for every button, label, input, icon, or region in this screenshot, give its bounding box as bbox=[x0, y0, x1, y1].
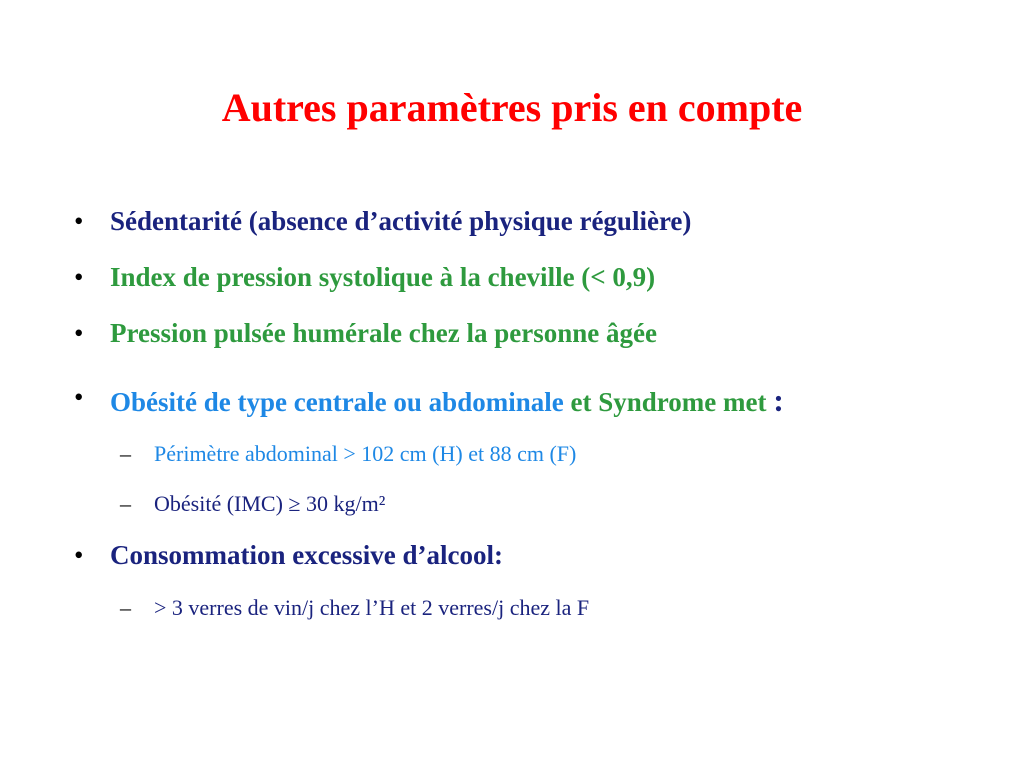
bullet-text: Pression pulsée humérale chez la personne âgée bbox=[110, 318, 657, 348]
sub-dash: – bbox=[120, 491, 131, 516]
bullet-text: Sédentarité (absence d’activité physique régulière) bbox=[110, 206, 692, 236]
subitem-text: Obésité (IMC) ≥ 30 kg/m² bbox=[154, 491, 386, 516]
bullet-dot: • bbox=[74, 206, 84, 236]
subitem-text: > 3 verres de vin/j chez l’H et 2 verres/j chez la F bbox=[154, 595, 590, 620]
slide-title: Autres paramètres pris en compte bbox=[221, 85, 803, 130]
bullet-text: Index de pression systolique à la cheville (< 0,9) bbox=[110, 262, 656, 292]
bullet-dot: • bbox=[74, 540, 84, 570]
subitem-text: Périmètre abdominal > 102 cm (H) et 88 cm (F) bbox=[154, 441, 577, 466]
bullet-dot: • bbox=[74, 262, 84, 292]
bullet-text-part-syndrome: et Syndrome met bbox=[570, 387, 767, 417]
bullet-text-colon: : bbox=[773, 382, 784, 418]
sub-dash: – bbox=[120, 441, 131, 466]
sub-dash: – bbox=[120, 595, 131, 620]
bullet-dot: • bbox=[74, 382, 84, 412]
bullet-text bbox=[110, 382, 784, 419]
bullet-text-part-obesite: Obésité de type centrale ou abdominale bbox=[110, 387, 564, 417]
bullet-dot: • bbox=[74, 318, 84, 348]
bullet-text: Consommation excessive d’alcool: bbox=[110, 540, 503, 570]
